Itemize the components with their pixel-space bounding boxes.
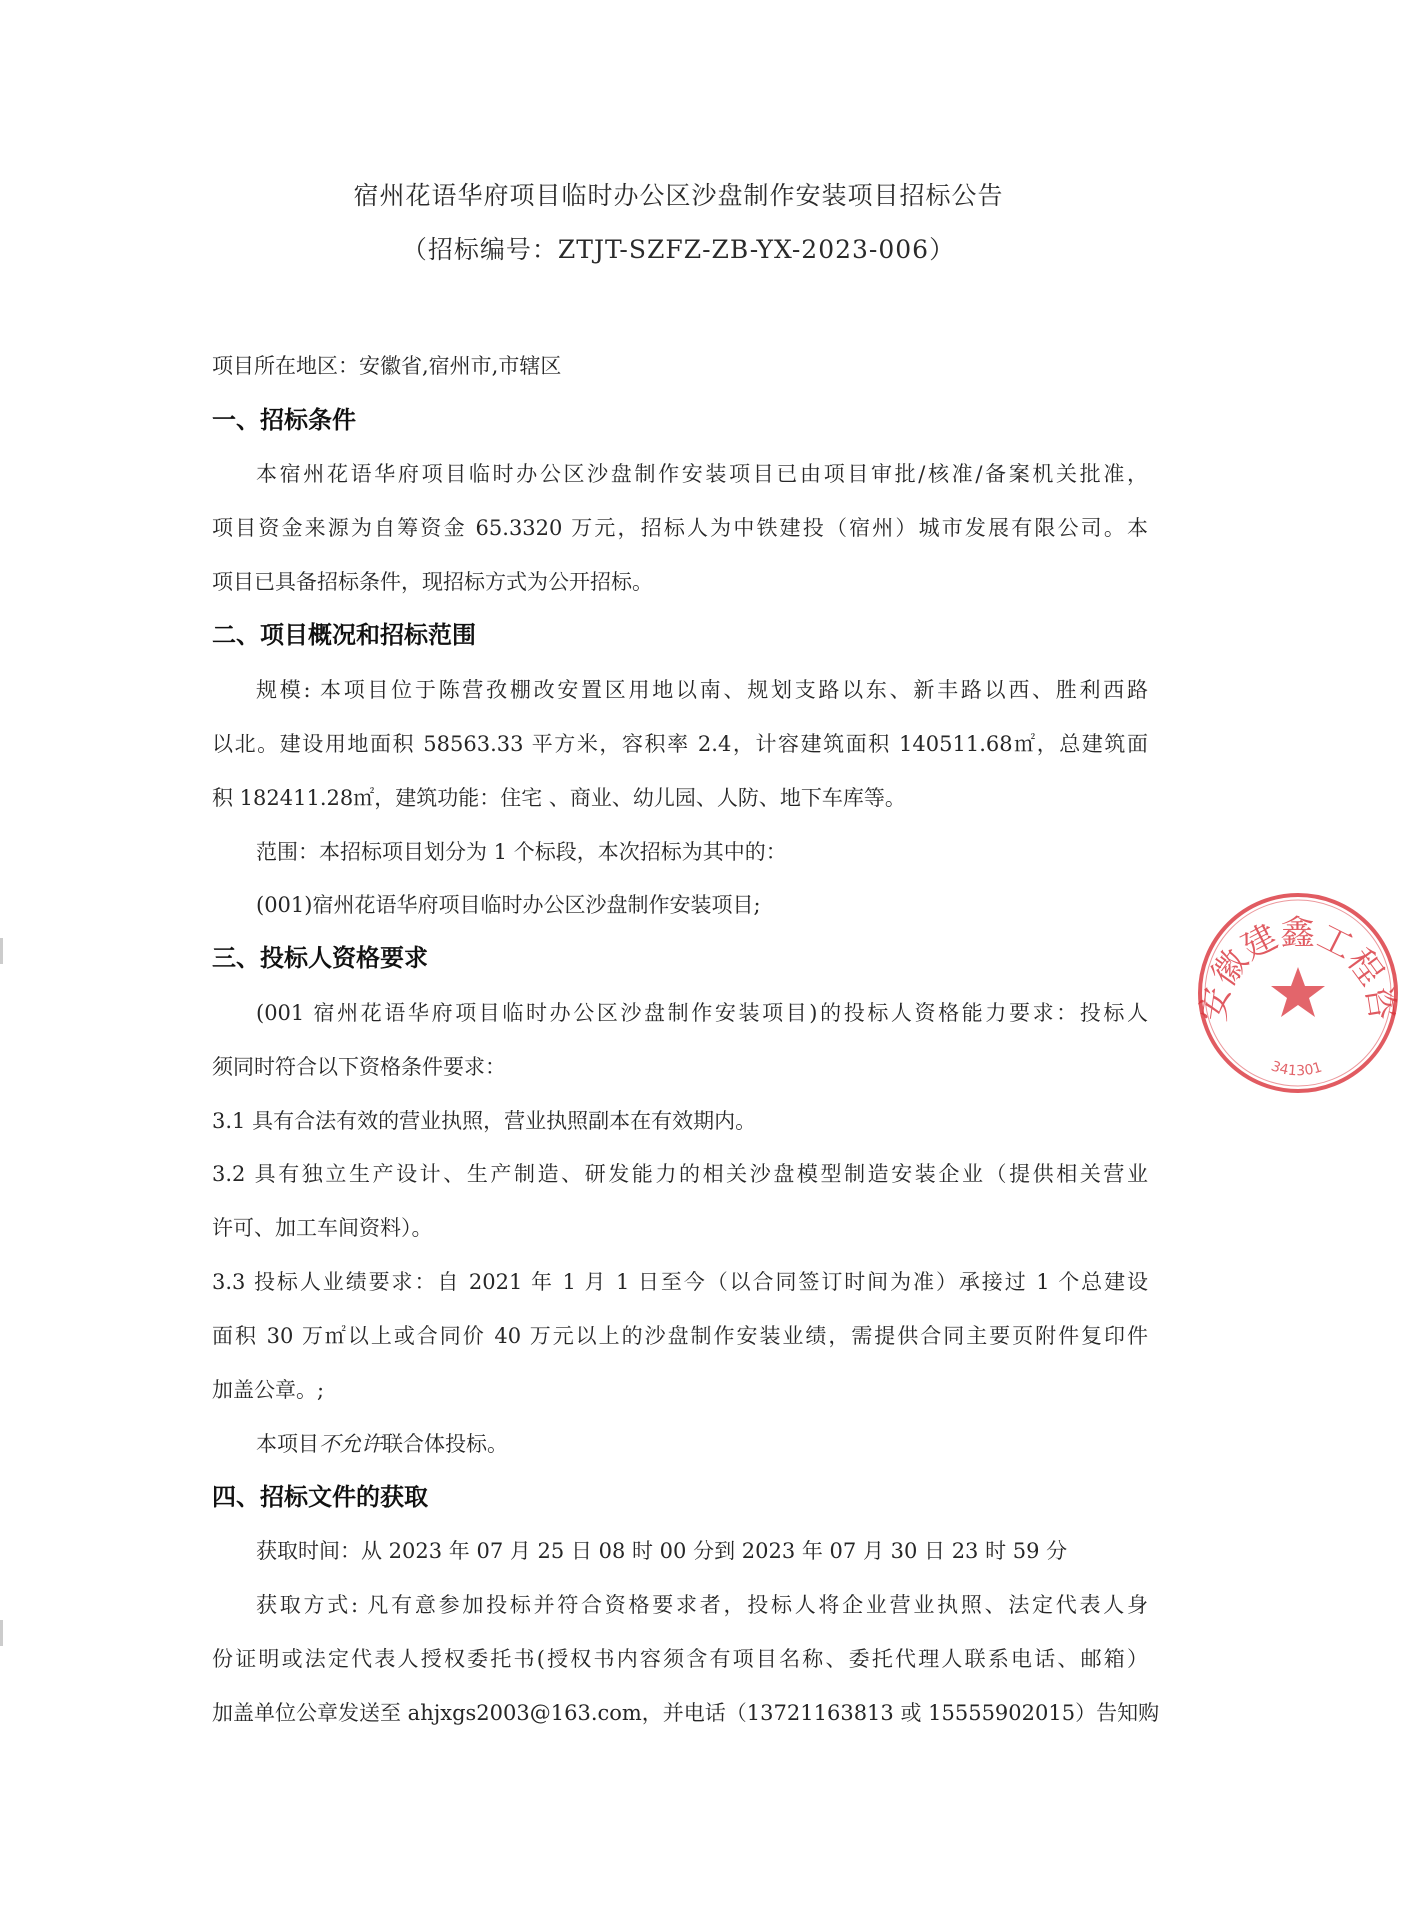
binding-mark <box>0 938 3 964</box>
section-3-intro-line: 须同时符合以下资格条件要求： <box>212 1055 506 1079</box>
acquisition-method-line: 获取方式: 凡有意参加投标并符合资格要求者，投标人将企业营业执照、法定代表人身 <box>256 1593 1148 1617</box>
tender-number: （招标编号：ZTJT-SZFZ-ZB-YX-2023-006） <box>401 235 956 264</box>
binding-mark <box>0 1620 3 1646</box>
requirement-3-2-line: 3.2 具有独立生产设计、生产制造、研发能力的相关沙盘模型制造安装企业（提供相关营业 <box>212 1162 1148 1186</box>
section-4-heading: 四、招标文件的获取 <box>212 1482 428 1511</box>
section-2-heading: 二、项目概况和招标范围 <box>212 620 476 649</box>
section-1-line: 项目资金来源为自筹资金 65.3320 万元，招标人为中铁建投（宿州）城市发展有限公司。本 <box>212 516 1148 540</box>
acquisition-method-line: 加盖单位公章发送至 ahjxgs2003@163.com，并电话（13721163813 或 15555902015）告知购 <box>212 1701 1160 1725</box>
section-3-intro-line: (001 宿州花语华府项目临时办公区沙盘制作安装项目)的投标人资格能力要求：投标人 <box>256 1001 1148 1025</box>
consortium-prefix: 本项目 <box>256 1432 319 1456</box>
acquisition-method-line: 份证明或法定代表人授权委托书(授权书内容须含有项目名称、委托代理人联系电话、邮箱） <box>212 1647 1148 1671</box>
requirement-3-3-line: 加盖公章。; <box>212 1378 325 1402</box>
requirement-3-2-line: 许可、加工车间资料）。 <box>212 1216 433 1240</box>
acquisition-time: 获取时间：从 2023 年 07 月 25 日 08 时 00 分到 2023 年 07 月 30 日 23 时 59 分 <box>256 1539 1068 1563</box>
consortium-statement <box>256 1430 508 1458</box>
section-2-scope: 范围：本招标项目划分为 1 个标段，本次招标为其中的： <box>256 840 787 864</box>
section-2-scale-line: 以北。建设用地面积 58563.33 平方米，容积率 2.4，计容建筑面积 140511.68㎡，总建筑面 <box>212 732 1148 756</box>
seal-code: 341301 <box>1269 1058 1324 1080</box>
requirement-3-3-line: 3.3 投标人业绩要求：自 2021 年 1 月 1 日至今（以合同签订时间为准）承接过 1 个总建设 <box>212 1270 1148 1294</box>
document-title: 宿州花语华府项目临时办公区沙盘制作安装项目招标公告 <box>353 181 1004 210</box>
consortium-value: 不允许 <box>319 1432 382 1456</box>
seal-text: 安徽建鑫工程咨 <box>1193 913 1403 1024</box>
company-seal <box>1188 883 1408 1103</box>
requirement-3-1: 3.1 具有合法有效的营业执照，营业执照副本在有效期内。 <box>212 1109 757 1133</box>
section-2-scale-line: 积 182411.28㎡，建筑功能：住宅 、商业、幼儿园、人防、地下车库等。 <box>212 786 906 810</box>
seal-star-icon <box>1271 967 1325 1017</box>
section-2-scale-line: 规模: 本项目位于陈营孜棚改安置区用地以南、规划支路以东、新丰路以西、胜利西路 <box>256 678 1148 702</box>
requirement-3-3-line: 面积 30 万㎡以上或合同价 40 万元以上的沙盘制作安装业绩，需提供合同主要页附件复印件 <box>212 1324 1148 1348</box>
project-location: 项目所在地区：安徽省,宿州市,市辖区 <box>212 354 562 378</box>
section-1-heading: 一、招标条件 <box>212 405 356 434</box>
section-1-line: 本宿州花语华府项目临时办公区沙盘制作安装项目已由项目审批/核准/备案机关批准， <box>256 462 1148 486</box>
section-2-lot: (001)宿州花语华府项目临时办公区沙盘制作安装项目; <box>256 893 761 917</box>
consortium-suffix: 联合体投标。 <box>382 1432 508 1456</box>
section-1-line: 项目已具备招标条件，现招标方式为公开招标。 <box>212 570 653 594</box>
section-3-heading: 三、投标人资格要求 <box>212 943 428 972</box>
